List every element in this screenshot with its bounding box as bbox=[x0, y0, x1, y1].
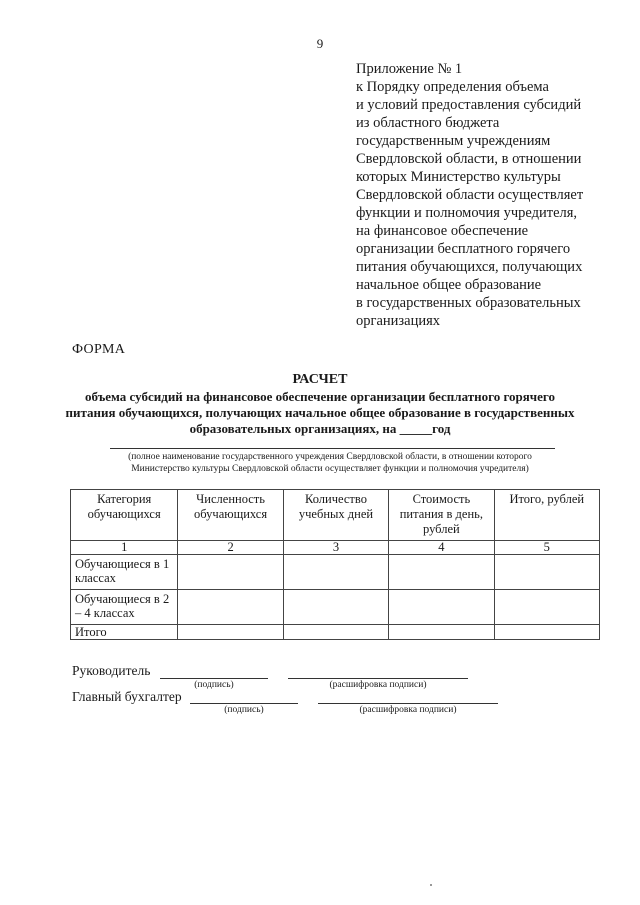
calculation-title: РАСЧЕТ bbox=[292, 372, 348, 387]
accountant-label: Главный бухгалтер bbox=[72, 689, 182, 704]
appendix-line: на финансовое обеспечение bbox=[356, 223, 529, 239]
organization-caption-line: (полное наименование государственного учреждения Свердловской области, в отношении которого bbox=[128, 452, 532, 462]
row-label: Итого bbox=[71, 625, 178, 640]
table-cell[interactable] bbox=[494, 590, 599, 625]
table-total-row bbox=[71, 625, 600, 640]
column-number: 4 bbox=[389, 541, 494, 555]
table-cell[interactable] bbox=[283, 625, 388, 640]
appendix-line: питания обучающихся, получающих bbox=[356, 259, 583, 275]
appendix-line: организации бесплатного горячего bbox=[356, 241, 571, 257]
table-cell[interactable] bbox=[389, 625, 494, 640]
table-row bbox=[71, 590, 600, 625]
accountant-signature-caption: (подпись) bbox=[224, 705, 264, 715]
appendix-line: в государственных образовательных bbox=[356, 295, 581, 311]
header-days: Количество учебных дней bbox=[283, 490, 388, 541]
accountant-decoding-line[interactable] bbox=[318, 703, 498, 704]
accountant-signature-line[interactable] bbox=[190, 703, 298, 704]
head-label: Руководитель bbox=[72, 663, 151, 678]
head-signature-caption: (подпись) bbox=[194, 680, 234, 690]
table-cell[interactable] bbox=[494, 555, 599, 590]
appendix-line: и условий предоставления субсидий bbox=[356, 97, 582, 113]
table-cell[interactable] bbox=[283, 590, 388, 625]
header-count: Численность обучающихся bbox=[178, 490, 283, 541]
appendix-line: начальное общее образование bbox=[356, 277, 542, 293]
table-cell[interactable] bbox=[389, 590, 494, 625]
form-label: ФОРМА bbox=[72, 342, 126, 357]
column-number: 2 bbox=[178, 541, 283, 555]
appendix-line: которых Министерство культуры bbox=[356, 169, 561, 185]
appendix-line: к Порядку определения объема bbox=[356, 79, 549, 95]
appendix-line: Свердловской области, в отношении bbox=[356, 151, 582, 167]
calculation-table bbox=[70, 489, 600, 640]
table-header-row bbox=[71, 490, 600, 541]
appendix-line: государственным учреждениям bbox=[356, 133, 551, 149]
head-signature-line[interactable] bbox=[160, 678, 268, 679]
organization-caption-line: Министерство культуры Свердловской области осуществляет функции и полномочия учредителя) bbox=[131, 464, 529, 474]
appendix-line: организациях bbox=[356, 313, 441, 329]
row-label: Обучающиеся в 2 – 4 классах bbox=[71, 590, 178, 625]
accountant-decoding-caption: (расшифровка подписи) bbox=[359, 705, 457, 715]
row-label: Обучающиеся в 1 классах bbox=[71, 555, 178, 590]
table-cell[interactable] bbox=[178, 590, 283, 625]
column-number: 3 bbox=[283, 541, 388, 555]
table-cell[interactable] bbox=[494, 625, 599, 640]
table-cell[interactable] bbox=[283, 555, 388, 590]
column-number-row bbox=[71, 541, 600, 555]
appendix-line: из областного бюджета bbox=[356, 115, 500, 131]
calculation-subtitle-line: питания обучающихся, получающих начальное общее образование в государственных bbox=[65, 405, 575, 420]
scan-speck bbox=[430, 884, 432, 886]
calculation-subtitle bbox=[40, 389, 600, 437]
header-cost: Стоимость питания в день, рублей bbox=[389, 490, 494, 541]
calculation-subtitle-line: образовательных организациях, на _____год bbox=[189, 421, 451, 436]
head-decoding-line[interactable] bbox=[288, 678, 468, 679]
table-cell[interactable] bbox=[178, 625, 283, 640]
table-cell[interactable] bbox=[178, 555, 283, 590]
appendix-line: Свердловской области осуществляет bbox=[356, 187, 584, 203]
table-cell[interactable] bbox=[389, 555, 494, 590]
calculation-subtitle-line: объема субсидий на финансовое обеспечение организации бесплатного горячего bbox=[85, 389, 555, 404]
organization-name-line[interactable] bbox=[110, 448, 555, 449]
page-number: 9 bbox=[316, 36, 324, 51]
appendix-line: функции и полномочия учредителя, bbox=[356, 205, 578, 221]
header-category: Категория обучающихся bbox=[71, 490, 178, 541]
head-decoding-caption: (расшифровка подписи) bbox=[329, 680, 427, 690]
header-total: Итого, рублей bbox=[494, 490, 599, 541]
organization-caption bbox=[70, 451, 590, 475]
column-number: 5 bbox=[494, 541, 599, 555]
column-number: 1 bbox=[71, 541, 178, 555]
table-row bbox=[71, 555, 600, 590]
appendix-line: Приложение № 1 bbox=[356, 61, 463, 77]
appendix-block bbox=[356, 60, 626, 330]
